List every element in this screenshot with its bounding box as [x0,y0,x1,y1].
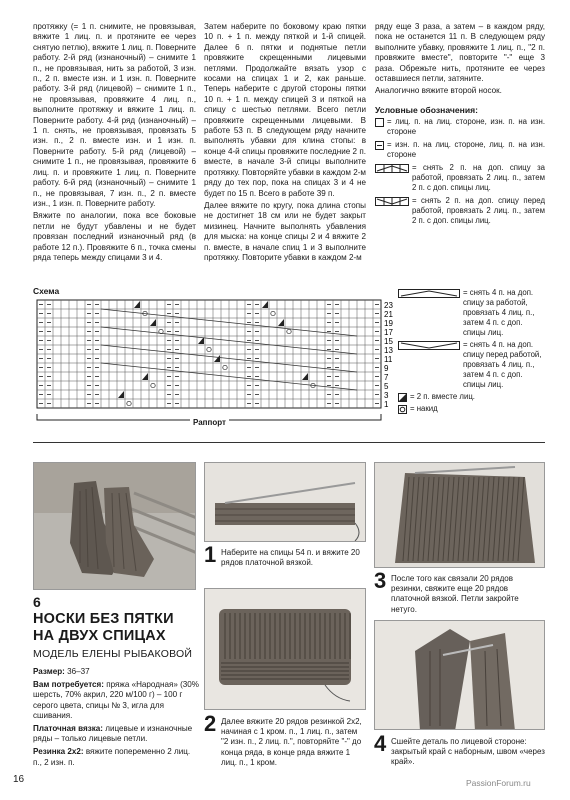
legend-yarnover [398,404,546,414]
col3-paragraph-2: Аналогично вяжите второй носок. [375,86,502,96]
knitting-chart [33,296,395,426]
section-divider [33,442,545,443]
legend-purl-text: = изн. п. на лиц. стороне, лиц. п. на изн. стороне [387,140,545,160]
section-title-line-1: НОСКИ БЕЗ ПЯТКИ [33,611,174,627]
section-title [33,611,174,645]
legend-k2tog [398,392,546,402]
purl-stitch-icon [375,141,384,150]
site-watermark: PassionForum.ru [466,778,531,788]
legend-k2tog-text: = 2 п. вместе лиц. [410,392,475,401]
chart-row-number: 23 [384,301,393,310]
legend-cable-back-2-text: = снять 2 п. на доп. спицу за работой, провязать 2 лиц. п., затем 2 п. с доп. спицы лиц. [412,163,545,193]
garter-info [33,724,199,744]
chart-row-number: 5 [384,382,389,391]
section-title-line-2: НА ДВУХ СПИЦАХ [33,628,166,644]
legend-title: Условные обозначения: [375,104,478,115]
chart-row-number: 1 [384,400,389,409]
rib-info [33,747,199,767]
legend-cable-front-4 [398,340,546,390]
knit-stitch-icon [375,118,384,127]
text-column-2 [204,22,366,265]
cable-4-back-icon [398,289,460,298]
chart-label: Схема [33,286,60,296]
photo-step-1 [204,462,366,542]
step-1-text: Наберите на спицы 54 п. и вяжите 20 рядов платочной вязкой. [221,548,360,568]
legend-knit [375,117,545,137]
photo-step-3 [374,462,545,568]
legend-cable-front-2-text: = снять 2 п. на доп. спицу перед работой, провязать 2 лиц. п., затем 2 п. с доп. спицы лиц. [412,196,545,226]
garter-value: лицевые и изнаночные ряды – только лицевые петли. [33,724,193,744]
materials-info [33,680,199,721]
legend-cable-front-2 [375,196,545,226]
cable-4-front-icon [398,341,460,350]
photo-step-4 [374,620,545,730]
materials-label: Вам потребуется: [33,680,104,690]
rib-value: вяжите попеременно 2 лиц. п., 2 изн. п. [33,747,191,767]
col1-paragraph-1: протяжку (= 1 п. снимите, не провязывая, вяжите 1 лиц. п. и протяните ее через снятую петлю), вяжите 1 лиц. п. Поверните работу. 2-й ряд (изнаночный) – снимите 1 п., не провязывая, нить за работой, 3 изн. п., 2 п. вместе изн. и 1 изн. п. Поверните работу. 3-й ряд (лицевой) – снимите 1 п., не провязывая, провяжите 4 лиц. п., выполните протяжку и вяжите 1 лиц. п. Поверните работу. 4-й ряд (изнаночный) – 1 п. снять, не провязывая, провязать 5 изн. п., 2 п. вместе изн. и 1 изн. п. Поверните работу. 5-й ряд (лицевой) – снимите 1 п., не провязывая, провяжите 6 лиц. п. и провяжите 1 лиц. п. Поверните работу. 6-й ряд (изнаночный) – снимите 1 п., не провязывая, 7 изн. п., 2 п. вместе изн., 1 изн. п. Поверните работу. [33,22,196,208]
chart-row-number: 19 [384,319,393,328]
text-column-3 [375,22,545,229]
cable-2-front-icon [375,197,409,206]
rib-label: Резинка 2х2: [33,747,84,757]
section-number: 6 [33,594,41,610]
col1-paragraph-2: Вяжите по аналогии, пока все боковые петли не будут убавлены и не будет провязан последний изнаночный ряд (в работе 12 п.). Провяжите 6 п., точка смены ряда теперь между спицами 3 и 4. [33,211,196,262]
rapport-label: Раппорт [190,418,229,427]
legend-cable-back-2 [375,163,545,193]
step-4-number: 4 [374,731,387,756]
chart-row-number: 17 [384,328,393,337]
photo-socks-worn [33,462,196,590]
page-number: 16 [13,774,25,785]
section-body [33,667,199,771]
materials-value: пряжа «Народная» (30% шерсть, 70% акрил, 220 м/100 г) – 100 г серого цвета, спицы № 3, игла для сшивания. [33,680,199,720]
step-4 [374,731,545,768]
step-3-text: После того как связали 20 рядов резинки, свяжите еще 20 рядов платочной вязкой. Петли закройте нетугo. [391,574,519,614]
legend-yarnover-text: = накид [410,404,438,413]
legend-cable-back-4-text: = снять 4 п. на доп. спицу за работой, провязать 4 лиц. п., затем 4 п. с доп. спицы лиц. [463,288,535,337]
step-2 [204,711,366,768]
chart-row-number: 7 [384,373,389,382]
chart-row-number: 13 [384,346,393,355]
legend-cable-front-4-text: = снять 4 п. на доп. спицу перед работой, провязать 4 лиц. п., затем 4 п. с доп. спицы лиц. [463,340,542,389]
size-label: Размер: [33,667,65,676]
size-value: 36–37 [64,667,90,676]
step-3-number: 3 [374,568,387,593]
k2tog-icon [398,393,407,402]
cable-2-back-icon [375,164,409,173]
step-3 [374,568,545,615]
garter-label: Платочная вязка: [33,724,103,734]
legend-knit-text: = лиц. п. на лиц. стороне, изн. п. на изн. стороне [387,117,545,137]
chart-row-number: 15 [384,337,393,346]
chart-row-numbers [384,301,393,409]
step-2-text: Далее вяжите 20 рядов резинкой 2х2, начиная с 1 кром. п., 1 лиц. п., затем "2 изн. п., 2 лиц. п.", повторяйте "-" до конца ряда, в конце ряда вяжите 1 лиц. п., 1 кром. [221,717,362,767]
legend-secondary [398,288,546,416]
yarnover-icon [398,405,407,414]
step-4-text: Сшейте деталь по лицевой стороне: закрытый край с наборным, швом «через край». [391,737,545,767]
col2-paragraph-1: Затем наберите по боковому краю пятки 10 п. + 1 п. между пяткой и 1-й спицей. Далее 6 п. пятки и поднятые петли провяжите скрещенными лицевыми петлями. Продолжайте вязать узор с косами на спицах 1 и 2, как раньше. Теперь наберите с другой стороны пятки 10 п. + 1 п. между спицей 3 и пяткой на спицу с шестью петлями. Всего петли провяжите скрещенными лицевыми. В работе 53 п. В следующем ряду начните выполнять убавки для клина стопы: в конце 4-й спицы провяжите последние 2 п. вместе, в начале 3-й спицы выполните протяжку. Повторяйте убавки в каждом 2-м ряду до тех пор, пока на спицах 3 и 4 не будет по 15 п. Всего в работе 39 п. [204,22,366,198]
photo-step-2 [204,588,366,710]
size-info [33,667,199,677]
step-1-number: 1 [204,542,217,567]
chart-row-number: 9 [384,364,389,373]
chart-grid [37,300,381,420]
col3-paragraph-1: ряду еще 3 раза, а затем – в каждом ряду, пока не останется 11 п. В следующем ряду выполните убавку, провяжите 1 лиц. п., "2 п. провяжите вместе", повторите "-" еще 3 раза. Обрежьте нить, протяните ее через оставшиеся петли, затяните. [375,22,545,84]
legend-purl [375,140,545,160]
step-1 [204,542,366,568]
step-2-number: 2 [204,711,217,736]
chart-row-number: 3 [384,391,389,400]
chart-row-number: 21 [384,310,393,319]
text-column-1 [33,22,196,265]
chart-row-number: 11 [384,355,393,364]
col2-paragraph-2: Далее вяжите по кругу, пока длина стопы не достигнет 18 см или не будет закрыт мизинец. Начните выполнять убавления для мыска: на конце спицы 2 и 4 вяжите 2 п. вместе, в начале спиц 1 и 3 выполните протяжку. Повторите убавки в каждом 2-м [204,200,366,262]
section-author: МОДЕЛЬ ЕЛЕНЫ РЫБАКОВОЙ [33,648,193,660]
legend-cable-back-4 [398,288,546,338]
